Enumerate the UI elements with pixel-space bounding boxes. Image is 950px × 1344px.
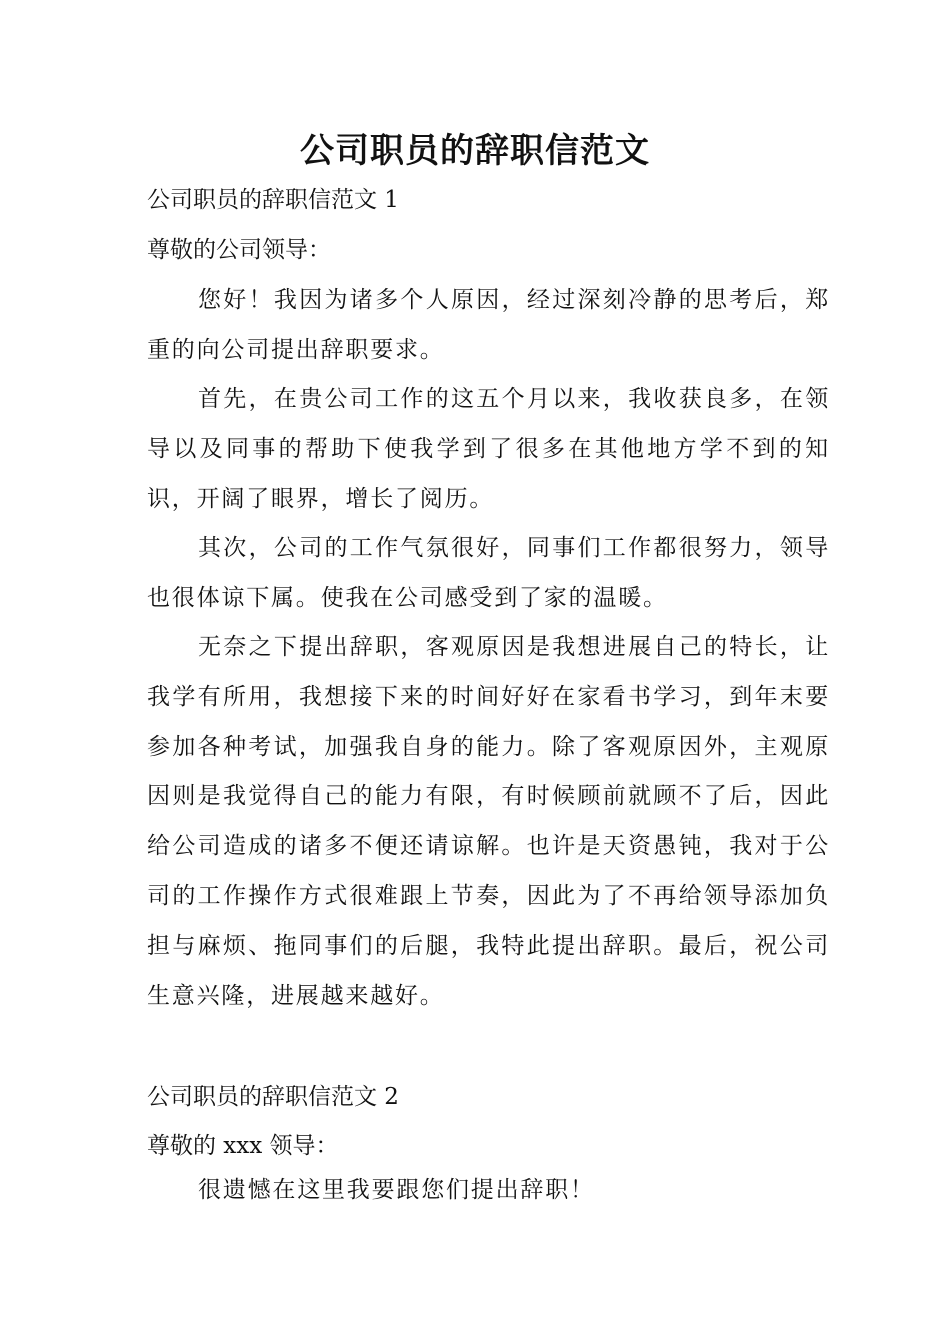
section-1-salutation: 尊敬的公司领导： — [147, 237, 331, 263]
section-1-paragraph-3: 其次，公司的工作气氛很好，同事们工作都很努力，领导也很体谅下属。使我在公司感受到了家的温暖。 — [147, 535, 830, 611]
document-title: 公司职员的辞职信范文 — [300, 131, 650, 171]
section-1-heading: 公司职员的辞职信范文 1 — [147, 187, 399, 213]
section-2-heading: 公司职员的辞职信范文 2 — [147, 1084, 399, 1110]
section-1-paragraph-4: 无奈之下提出辞职，客观原因是我想进展自己的特长，让我学有所用，我想接下来的时间好好在家看书学习，到年末要参加各种考试，加强我自身的能力。除了客观原因外，主观原因则是我觉得自己的能力有限，有时候顾前就顾不了后，因此给公司造成的诸多不便还请谅解。也许是天资愚钝，我对于公司的工作操作方式很难跟上节奏，因此为了不再给领导添加负担与麻烦、拖同事们的后腿，我特此提出辞职。最后，祝公司生意兴隆，进展越来越好。 — [147, 634, 830, 1009]
section-2-salutation: 尊敬的 xxx 领导： — [147, 1133, 339, 1159]
section-1-paragraph-2: 首先，在贵公司工作的这五个月以来，我收获良多，在领导以及同事的帮助下使我学到了很多在其他地方学不到的知识，开阔了眼界，增长了阅历。 — [147, 386, 830, 512]
section-2-paragraph-1: 很遗憾在这里我要跟您们提出辞职！ — [198, 1177, 595, 1203]
section-1-paragraph-1: 您好！我因为诸多个人原因，经过深刻冷静的思考后，郑重的向公司提出辞职要求。 — [147, 287, 830, 363]
